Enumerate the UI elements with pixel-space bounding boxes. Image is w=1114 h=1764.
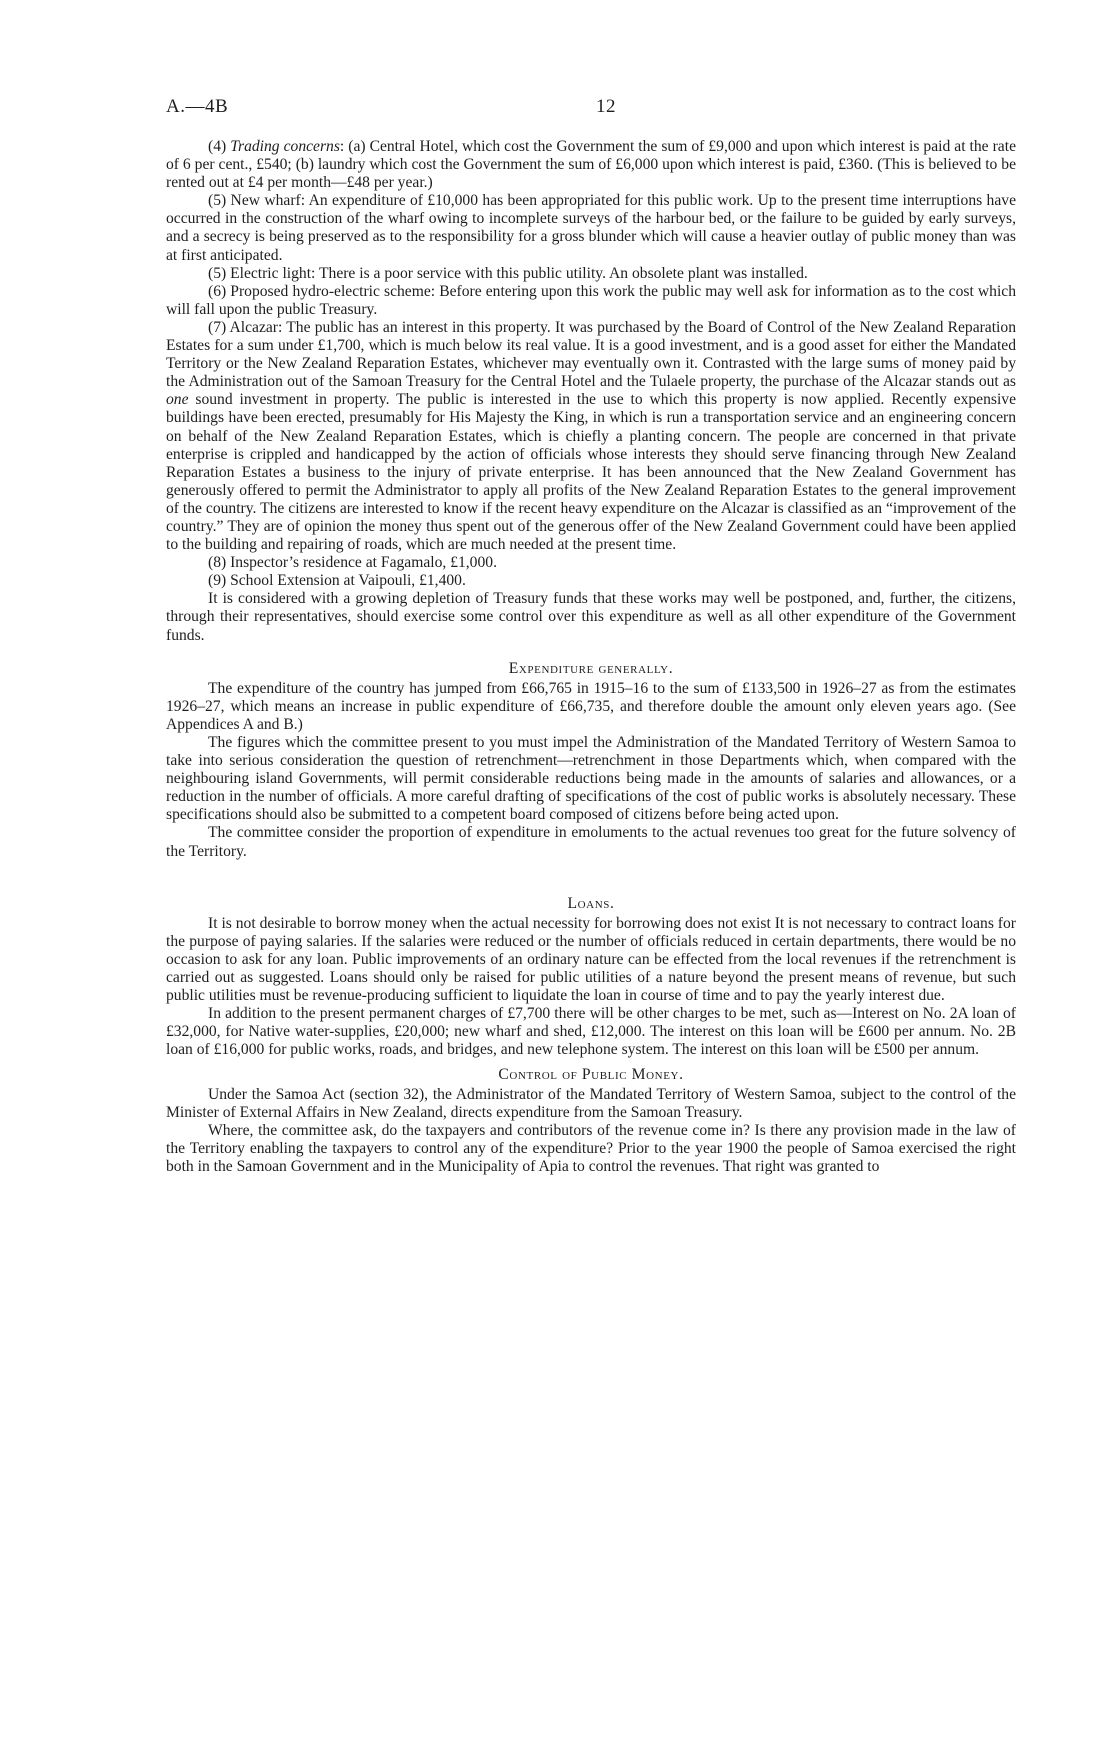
paragraph-inspector-residence: (8) Inspector’s residence at Fagamalo, £1,000. (208, 554, 497, 572)
paragraph-samoa-act: Under the Samoa Act (section 32), the Administrator of the Mandated Territory of Western Samoa, subject to the control of the Minister of External Affairs in New Zealand, directs expenditure from the Samoan Treasury. (166, 1085, 1016, 1121)
item-title-italic: Trading concerns (230, 138, 340, 155)
document-reference: A.—4B (166, 96, 229, 117)
paragraph-expenditure-increase: The expenditure of the country has jumped from £66,765 in 1915–16 to the sum of £133,500 in 1926–27 as from the estimates 1926–27, which means an increase in public expenditure of £66,735, and therefore double the amount only eleven years ago. (See Appendices A and B.) (166, 679, 1016, 733)
paragraph-hydro-electric: (6) Proposed hydro-electric scheme: Before entering upon this work the public may well ask for information as to the cost which will fall upon the public Treasury. (166, 282, 1016, 318)
paragraph-borrowing: It is not desirable to borrow money when the actual necessity for borrowing does not exist It is not necessary to contract loans for the purpose of paying salaries. If the salaries were reduced or the number of officials reduced in certain departments, there would be no occasion to ask for any loan. Public improvements of an ordinary nature can be effected from the local revenues if the retrenchment is carried out as suggested. Loans should only be raised for public utilities of a nature beyond the present means of revenue, but such public utilities must be revenue-producing sufficient to liquidate the loan in course of time and to pay the yearly interest due. (166, 914, 1016, 1005)
paragraph-emoluments: The committee consider the proportion of expenditure in emoluments to the actual revenues too great for the future solvency of the Territory. (166, 824, 1016, 860)
section-heading-expenditure: Expenditure generally. (508, 659, 674, 677)
paragraph-text: sound investment in property. The public is interested in the use to which this property is now applied. Recently expensive buildings have been erected, presumably for His Majesty the King, in which is run a transportation service and an engineering concern on behalf of the New Zealand Reparation Estates, which is chiefly a planting concern. The people are concerned in that private enterprise is crippled and handicapped by the action of officials whose interests they should serve financing through New Zealand Reparation Estates a business to the injury of private enterprise. It has been announced that the New Zealand Government has generously offered to permit the Administrator to apply all profits of the New Zealand Reparation Estates to the general improvement of the country. The citizens are interested to know if the recent heavy expenditure on the Alcazar is classified as an “improvement of the country.” They are of opinion the money thus spent out of the generous offer of the New Zealand Government could have been applied to the building and repairing of roads, which are much needed at the present time. (166, 391, 1016, 554)
paragraph-school-extension: (9) School Extension at Vaipouli, £1,400. (208, 572, 466, 590)
paragraph-new-wharf: (5) New wharf: An expenditure of £10,000 has been appropriated for this public work. Up to the present time interruptions have occurred in the construction of the wharf owing to incomplete surveys of the harbour bed, or the failure to be guided by early surveys, and a secrecy is being preserved as to the responsibility for a gross blunder which will cause a heavier outlay of public money than was at first anticipated. (166, 192, 1016, 264)
page-number: 12 (596, 96, 616, 117)
paragraph-loan-charges: In addition to the present permanent charges of £7,700 there will be other charges to be met, such as—Interest on No. 2A loan of £32,000, for Native water-supplies, £20,000; new wharf and shed, £12,000. The interest on this loan will be £600 per annum. No. 2B loan of £16,000 for public works, roads, and bridges, and new telephone system. The interest on this loan will be £500 per annum. (166, 1005, 1016, 1059)
paragraph-text: : (a) Central Hotel, which cost the Government the sum of £9,000 and upon which interest is paid at the rate of 6 per cent., £540; (b) laundry which cost the Government the sum of £6,000 upon which interest is paid, £360. (This is believed to be rented out at £4 per month—£48 per year.) (166, 138, 1016, 192)
paragraph-retrenchment: The figures which the committee present to you must impel the Administration of the Mandated Territory of Western Samoa to take into serious consideration the question of retrenchment—retrenchment in those Departments which, when compared with the neighbouring island Governments, will permit considerable reductions being made in the amounts of salaries and allowances, or a reduction in the number of officials. A more careful drafting of specifications of the cost of public works is absolutely necessary. These specifications should also be submitted to a competent board composed of citizens before being acted upon. (166, 734, 1016, 824)
section-heading-loans: Loans. (567, 894, 615, 912)
paragraph-postponement: It is considered with a growing depletion of Treasury funds that these works may well be postponed, and, further, the citizens, through their representatives, should exercise some control over this expenditure as well as all other expenditure of the Government funds. (166, 590, 1016, 644)
paragraph-electric-light: (5) Electric light: There is a poor service with this public utility. An obsolete plant was installed. (208, 264, 808, 282)
item-label: (4) (208, 138, 231, 155)
document-body (166, 138, 1016, 1176)
emphasis-word: one (166, 391, 189, 409)
paragraph-alcazar (166, 319, 1016, 554)
paragraph-text: (7) Alcazar: The public has an interest in this property. It was purchased by the Board of Control of the New Zealand Reparation Estates for a sum under £1,700, which is much below its real value. It is a good investment, and is a good asset for either the Mandated Territory or the New Zealand Reparation Estates, whichever may eventually own it. Contrasted with the large sums of money paid by the Administration out of the Samoan Treasury for the Central Hotel and the Tulaele property, the purchase of the Alcazar stands out as (166, 318, 1016, 391)
paragraph-trading-concerns (166, 138, 1016, 192)
section-heading-control: Control of Public Money. (498, 1065, 684, 1083)
paragraph-taxpayers: Where, the committee ask, do the taxpayers and contributors of the revenue come in? Is there any provision made in the law of the Territory enabling the taxpayers to control any of the expenditure? Prior to the year 1900 the people of Samoa exercised the right both in the Samoan Government and in the Municipality of Apia to control the revenues. That right was granted to (166, 1121, 1016, 1175)
page-header (166, 96, 1016, 128)
